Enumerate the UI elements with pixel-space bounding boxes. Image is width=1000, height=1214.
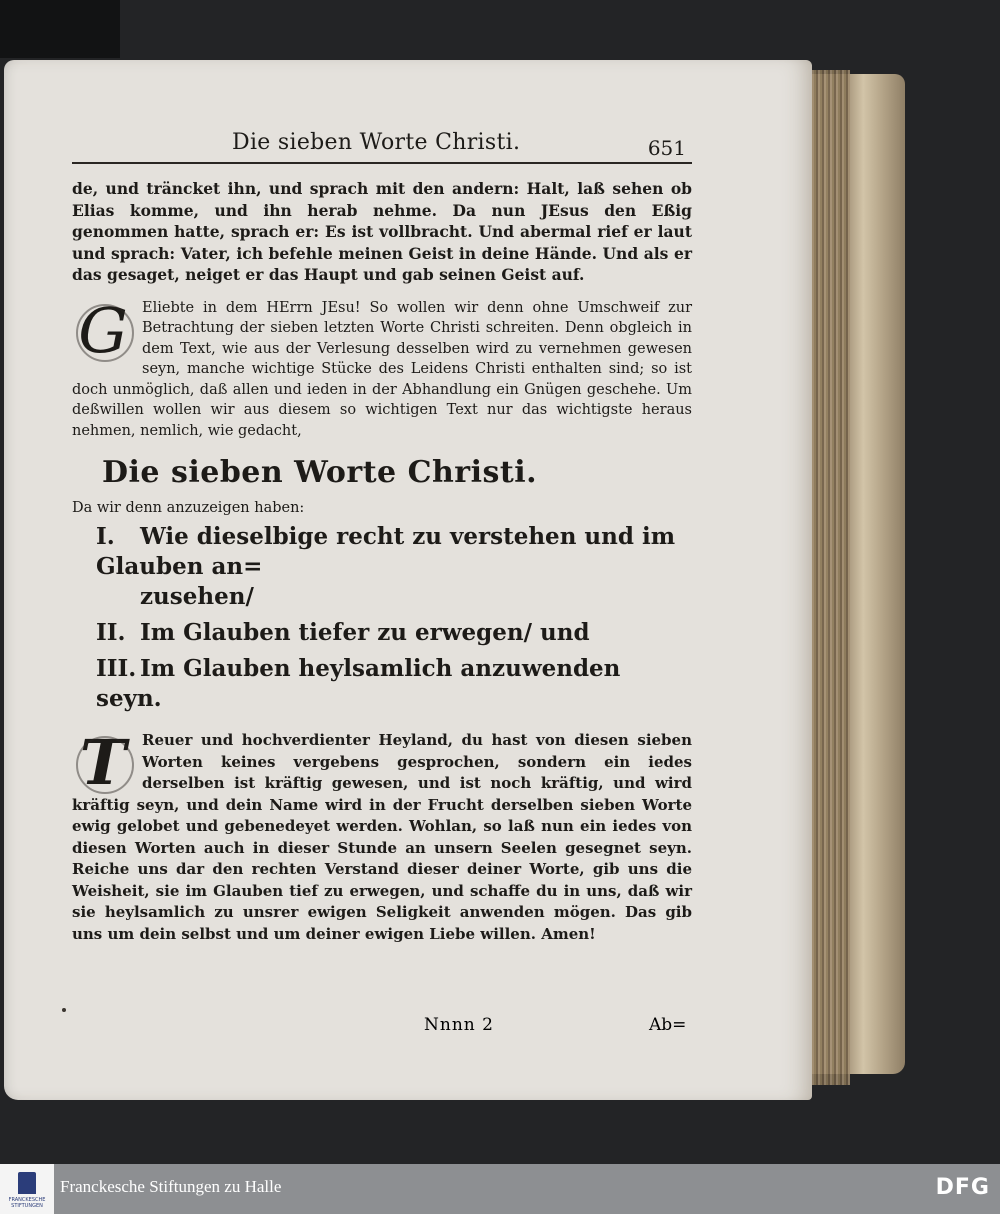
prayer-text: Reuer und hochverdienter Heyland, du hast von diesen sieben Worten keines vergebens gesprochen, sondern ein iedes derselben ist kräftig gewesen, und ist noch kräftig, und wird kräftig seyn, und dein Name wird in der Frucht derselben sieben Worte ewig gelobet und gebenedeyet werden. Wohlan, so laß nun ein iedes von diesen Worten auch in dieser Stunde an unsern Seelen gesegnet seyn. Reiche uns dar den rechten Verstand dieser deiner Worte, gib uns die Weisheit, sie im Glauben tief zu erwegen, und schaffe du in uns, daß wir sie heylsamlich zu unsrer ewigen Seligkeit anwenden mögen. Das gib uns um dein selbst und um deiner ewigen Liebe willen. Amen!: [72, 731, 692, 943]
signature-mark: Nnnn 2: [424, 1015, 494, 1035]
drop-cap-ornament: [76, 736, 134, 794]
point-continuation: zusehen/: [140, 583, 254, 610]
running-head: [72, 130, 692, 164]
point-text: Im Glauben heylsamlich anzuwenden seyn.: [96, 655, 621, 712]
drop-cap-initial: [72, 293, 134, 367]
running-title: Die sieben Worte Christi.: [232, 130, 521, 155]
point-item: [96, 522, 692, 612]
sermon-paragraph-text: Eliebte in dem HErrn JEsu! So wollen wir denn ohne Umschweif zur Betrachtung der sieben letzten Worte Christi schreiten. Denn obgleich in dem Text, wie aus der Verlesung desselben wird zu vernehmen gewesen seyn, manche wichtige Stücke des Leidens Christi enthalten sind; so ist doch unmöglich, daß allen und ieden in der Abhandlung ein Gnügen geschehe. Um deßwillen wollen wir aus diesem so wichtigen Text nur das wichtigste heraus nehmen, nemlich, wie gedacht,: [72, 299, 692, 439]
point-text: Im Glauben tiefer zu erwegen/ und: [140, 619, 590, 646]
page-number: 651: [647, 136, 686, 160]
book-page: [4, 60, 812, 1100]
dfg-logo[interactable]: DFG: [935, 1175, 990, 1200]
main-heading: Die sieben Worte Christi.: [102, 455, 538, 490]
sermon-paragraph: [72, 293, 692, 442]
scanner-corner: [0, 0, 120, 58]
franckesche-logo[interactable]: [0, 1164, 54, 1214]
head-rule: [72, 162, 692, 164]
point-number: I.: [96, 523, 115, 550]
page-stack-edge: [810, 70, 850, 1085]
drop-cap-letter: T: [79, 726, 127, 799]
building-icon: [18, 1172, 36, 1194]
point-item: [96, 654, 692, 714]
point-text: Wie dieselbige recht zu verstehen und im Glauben an=: [96, 523, 676, 580]
drop-cap-ornament: [76, 304, 134, 362]
catchword: Ab=: [649, 1015, 687, 1035]
institution-link[interactable]: Franckesche Stiftungen zu Halle: [60, 1177, 282, 1196]
intro-line: Da wir denn anzuzeigen haben:: [72, 500, 305, 516]
ink-speck: [62, 1008, 66, 1012]
prayer-paragraph: [72, 726, 692, 945]
point-item: [96, 618, 692, 648]
page-content: [72, 130, 692, 945]
footer-bar: [0, 1164, 1000, 1214]
drop-cap-letter: G: [78, 293, 128, 367]
logo-text: FRANCKESCHE STIFTUNGEN: [8, 1197, 46, 1209]
bible-verse: de, und träncket ihn, und sprach mit den andern: Halt, laß sehen ob Elias komme, und ihn herab nehme. Da nun JEsus den Eßig genommen hatte, sprach er: Es ist vollbracht. Und abermal rief er laut und sprach: Vater, ich befehle meinen Geist in deine Hände. Und als er das gesaget, neiget er das Haupt und gab seinen Geist auf.: [72, 179, 692, 284]
point-number: III.: [96, 655, 137, 682]
drop-cap-initial: [72, 726, 134, 799]
point-number: II.: [96, 619, 126, 646]
